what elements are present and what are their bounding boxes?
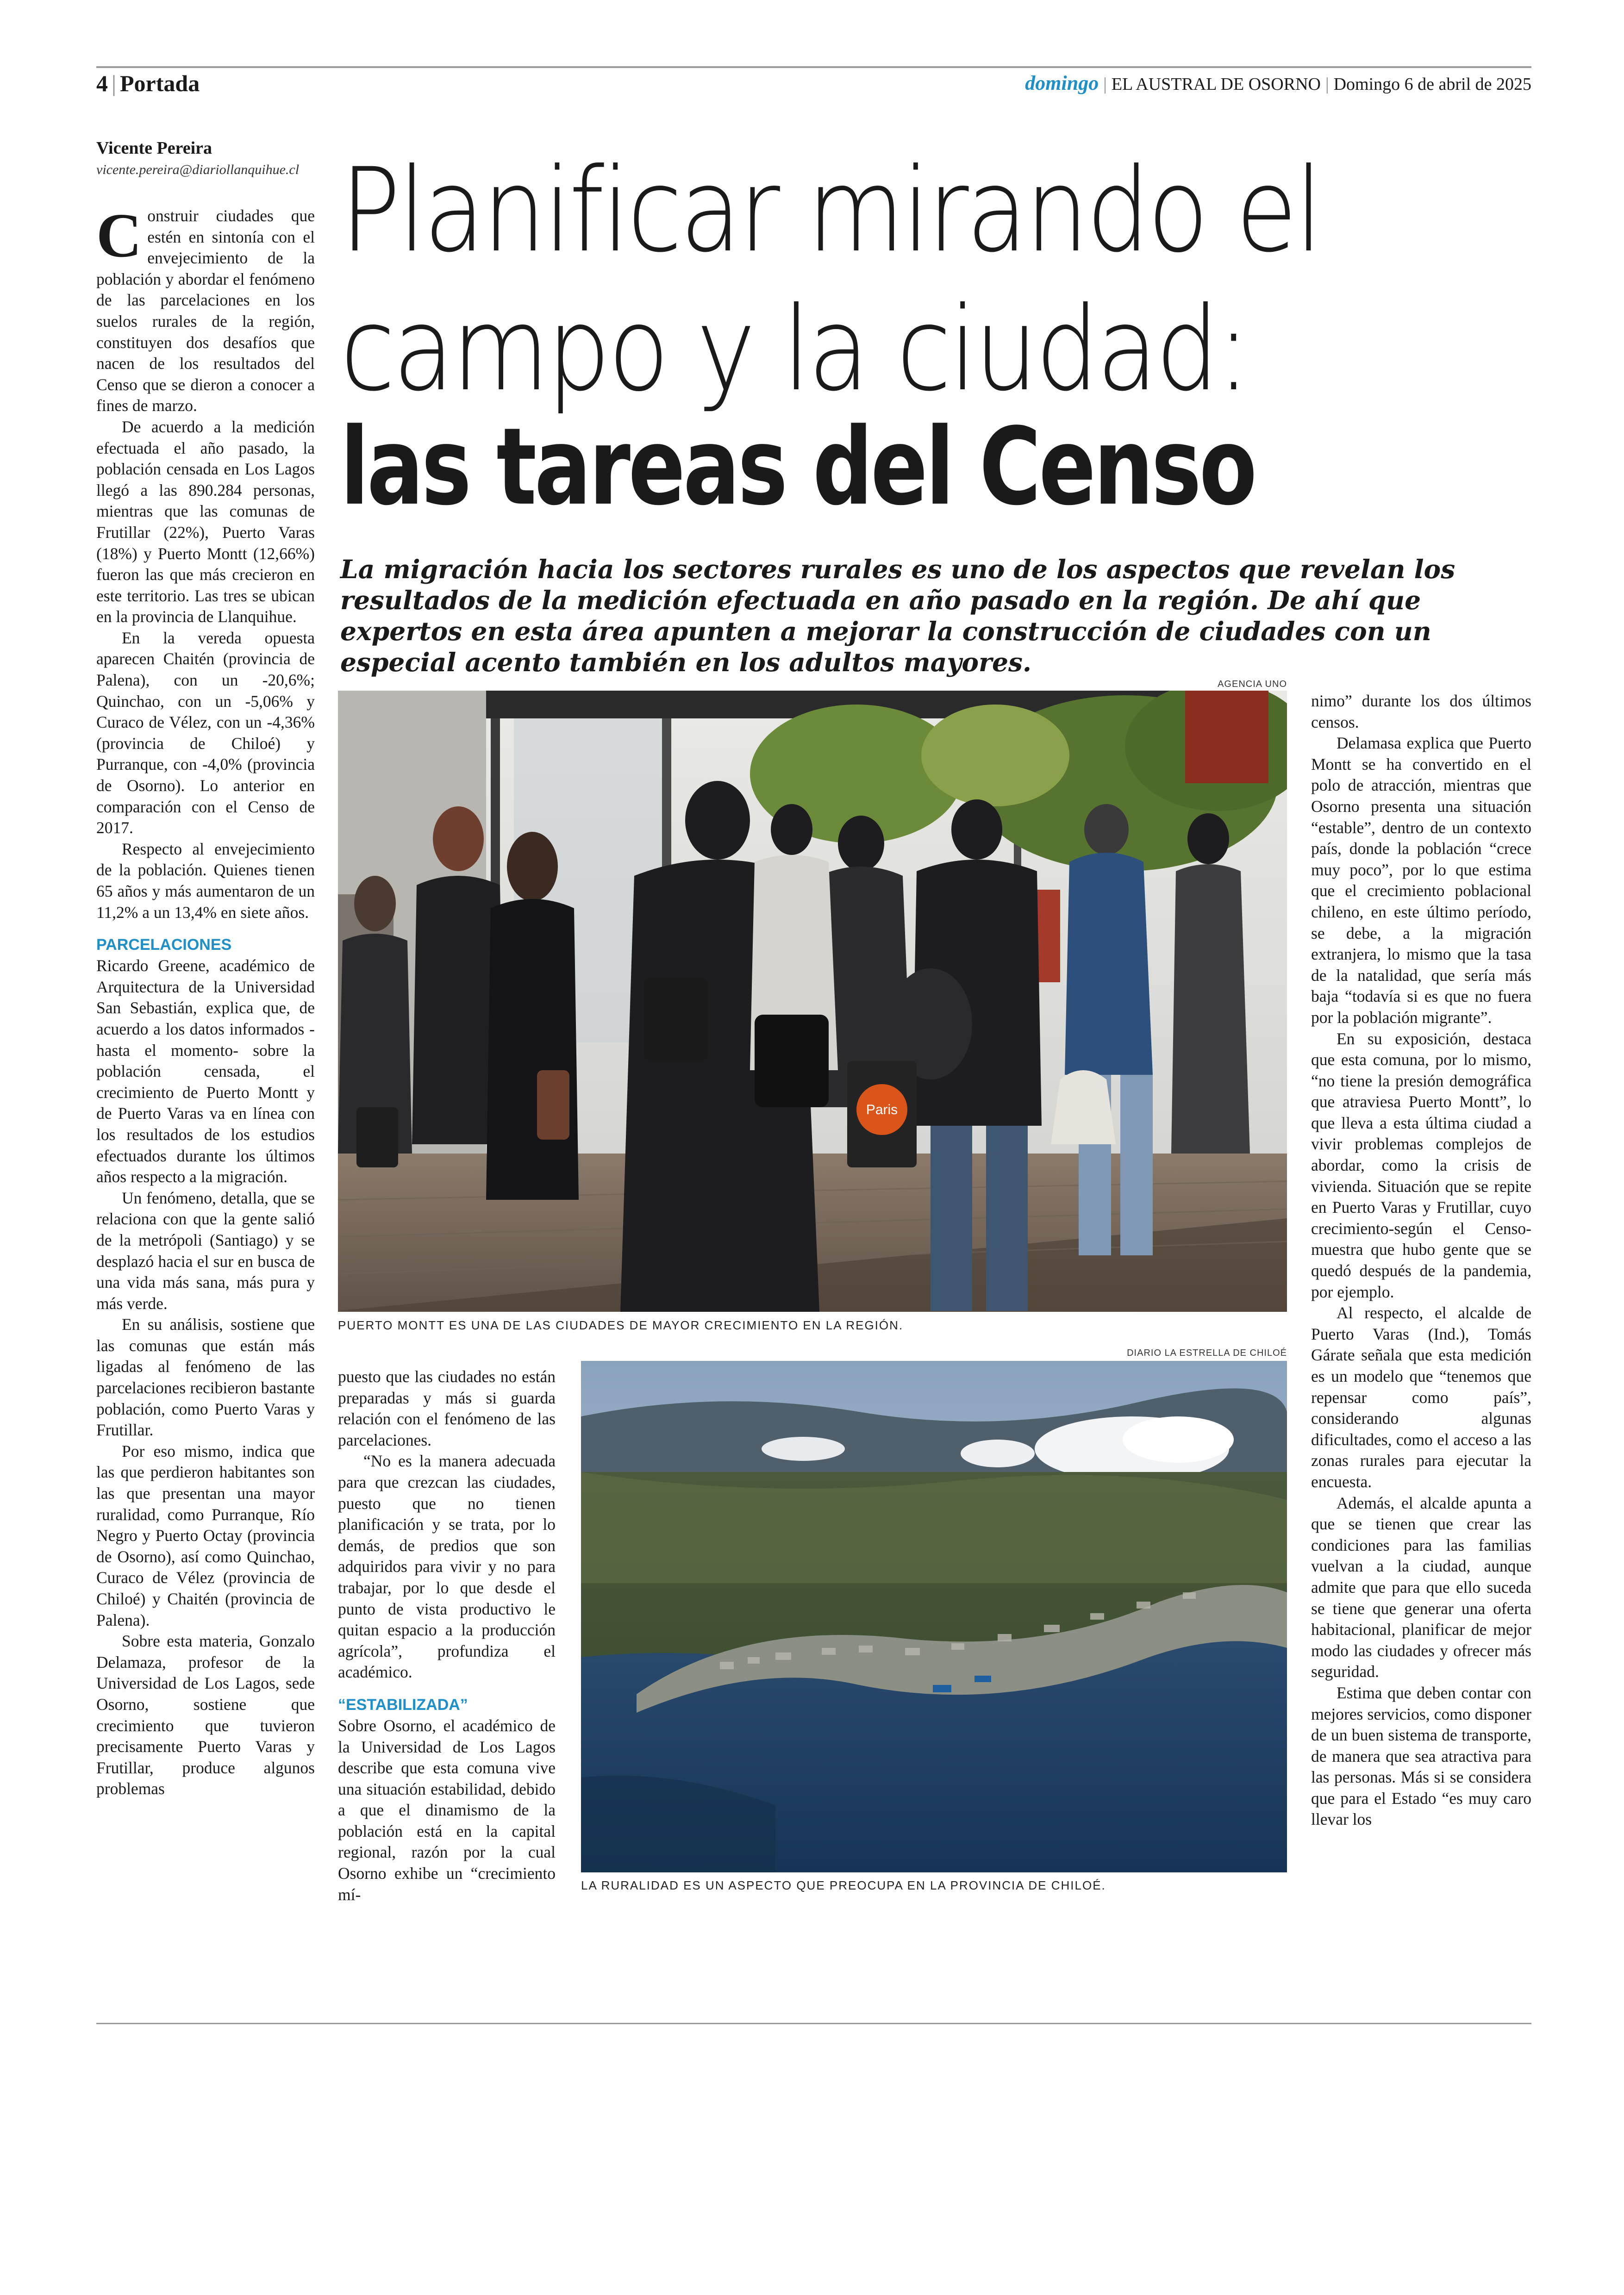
paragraph: “No es la manera adecuada para que crezcan las ciudades, puesto que no tienen planificación y se trata, por lo demás, de predios que son adquiridos para vivir y no para trabajar, por lo que desde el punto de vista productivo le quitan espacio a la producción agrícola”, profundiza el académico. [338,1452,556,1682]
paragraph: Delamasa explica que Puerto Montt se ha convertido en el polo de atracción, mientras que Osorno presenta una situación “estable”, dentro de un contexto país, donde la población “crece muy poco”, por lo que estima que el crecimiento poblacional chileno, en este último período, se debe, a la migración extranjera, lo mismo que la tasa de la natalidad, que sería más baja “todavía si es que no fuera por la población migrante”. [1311,734,1531,1027]
bag-logo-text: Paris [866,1102,898,1117]
author-name: Vicente Pereira [96,138,212,158]
column-1 [96,201,315,1800]
paragraph: Construir ciudades que estén en sintonía con el envejecimiento de la población y abordar el fenómeno de las parcelaciones en los suelos rurales de la región, constituyen dos desafíos que nacen de los resultados del Censo que se dieron a conocer a fines de marzo. [96,201,315,415]
headline-line-2: campo y la ciudad: [340,282,1248,417]
footer-rule [96,2023,1531,2024]
paragraph: puesto que las ciudades no están preparadas y más si guarda relación con el fenómeno de las parcelaciones. [338,1367,556,1449]
paragraph: Sobre Osorno, el académico de la Universidad de Los Lagos describe que esta comuna vive una situación estabilidad, debido a que el dinamismo de la población está en la capital regional, razón por la cual Osorno exhibe un “crecimiento mí- [338,1716,556,1904]
subhead-parcelaciones: PARCELACIONES [96,936,232,954]
section-name: Portada [120,70,200,96]
photo2-credit: DIARIO LA ESTRELLA DE CHILOÉ [1127,1348,1287,1358]
issue-date: Domingo 6 de abril de 2025 [1333,75,1531,94]
photo1-credit: AGENCIA UNO [1218,679,1287,689]
header-rule [96,66,1531,68]
paragraph: Sobre esta materia, Gonzalo Delamaza, profesor de la Universidad de Los Lagos, sede Osorno, sostiene que crecimiento que tuvieron precisamente Puerto Varas y Frutillar, produce algunos problemas [96,1632,315,1798]
paragraph: De acuerdo a la medición efectuada el año pasado, la población censada en Los Lagos llegó a las 890.284 personas, mientras que las comunas de Frutillar (22%), Puerto Varas (18%) y Puerto Montt (12,66%) fueron las que más crecieron en este territorio. Las tres se ubican en la provincia de Llanquihue. [96,417,315,626]
newspaper-name: EL AUSTRAL DE OSORNO [1111,75,1321,94]
photo2-caption: LA RURALIDAD ES UN ASPECTO QUE PREOCUPA EN LA PROVINCIA DE CHILOÉ. [581,1878,1106,1892]
paragraph: Por eso mismo, indica que las que perdieron habitantes son las que presentan una mayor ruralidad, como Purranque, Río Negro y Puerto Octay (provincia de Osorno), así como Quinchao, Curaco de Vélez (provincia de Chiloé) y Chaitén (provincia de Palena). [96,1441,315,1629]
author-email[interactable]: vicente.pereira@diariollanquihue.cl [96,162,300,177]
paragraph: En la vereda opuesta aparecen Chaitén (provincia de Palena), con un -20,6%; Quinchao, con un -5,06% y Curaco de Vélez, con un -4,36% (provincia de Chiloé) y Purranque, con -4,0% (provincia de Osorno). Lo anterior en comparación con el Censo de 2017. [96,628,315,837]
paragraph: Ricardo Greene, académico de Arquitectura de la Universidad San Sebastián, explica que, de acuerdo a los datos informados -hasta el momento- sobre la población censada, el crecimiento de Puerto Montt y de Puerto Varas va en línea con los resultados de los estudios efectuados durante los últimos años respecto a la migración. [96,956,315,1186]
column-3 [1311,691,1531,1830]
paragraph: Respecto al envejecimiento de la población. Quienes tienen 65 años y más aumentaron de un 11,2% a un 13,4% en siete años. [96,839,315,922]
photo1-caption: PUERTO MONTT ES UNA DE LAS CIUDADES DE MAYOR CRECIMIENTO EN LA REGIÓN. [338,1318,904,1332]
photo-puerto-montt [338,691,1287,1312]
paragraph: Al respecto, el alcalde de Puerto Varas (Ind.), Tomás Gárate señala que esta medición es un modelo que “tenemos que repensar como país”, considerando algunas dificultades, como el acceso a las zonas rurales para ejecutar la encuesta. [1311,1303,1531,1491]
paragraph: Un fenómeno, detalla, que se relaciona con que la gente salió de la metrópoli (Santiago) y se desplazó hacia el sur en busca de una vida más sana, más pura y más verde. [96,1188,315,1313]
headline-bold [340,407,1498,528]
photo-chiloe-aerial [581,1361,1287,1872]
column-2 [338,1366,556,1905]
headline-line-1: Planificar mirando el [340,143,1321,278]
dropcap: C [96,201,142,270]
supplement-name: domingo [1025,72,1099,94]
page-header-left: 4 | Portada [96,70,200,96]
deck: La migración hacia los sectores rurales es uno de los aspectos que revelan los resultados de la medición efectuada en año pasado en la región. De ahí que expertos en esta área apunten a mejorar la construcción de ciudades con un especial acento también en los adultos mayores. [340,554,1455,677]
aerial-landscape-illustration [581,1361,1287,1872]
paragraph: Además, el alcalde apunta a que se tienen que crear las condiciones para las familias vuelvan a la ciudad, aunque admite que para que ello suceda se tiene que generar una oferta habitacional, planificar de mejor modo las ciudades y ofrecer más seguridad. [1311,1493,1531,1681]
headline-line-3: las tareas del Censo [340,405,1255,529]
page-number: 4 [96,70,108,96]
paragraph: En su exposición, destaca que esta comuna, por lo mismo, “no tiene la presión demográfica que atraviesa Puerto Montt”, lo que lleva a esta última ciudad a vivir problemas complejos de abordar, como la crisis de vivienda. Situación que se repite en Puerto Varas y Frutillar, cuyo crecimiento-según el Censo- muestra que hubo gente que se quedó después de la pandemia, por ejemplo. [1311,1029,1531,1301]
subhead-estabilizada: “ESTABILIZADA” [338,1696,468,1714]
masthead: domingo | EL AUSTRAL DE OSORNO | Domingo 6 de abril de 2025 [1025,72,1531,94]
paragraph: Estima que deben contar con mejores servicios, como disponer de un buen sistema de transporte, de manera que sea atractiva para las personas. Más si se considera que para el Estado “es muy caro llevar los [1311,1683,1531,1829]
street-crowd-illustration [338,691,1287,1312]
headline-light [340,141,1474,419]
paragraph: En su análisis, sostiene que las comunas que están más ligadas al fenómeno de las parcelaciones recibieron bastante población, como Puerto Varas y Frutillar. [96,1315,315,1440]
paragraph: nimo” durante los dos últimos censos. [1311,692,1531,731]
